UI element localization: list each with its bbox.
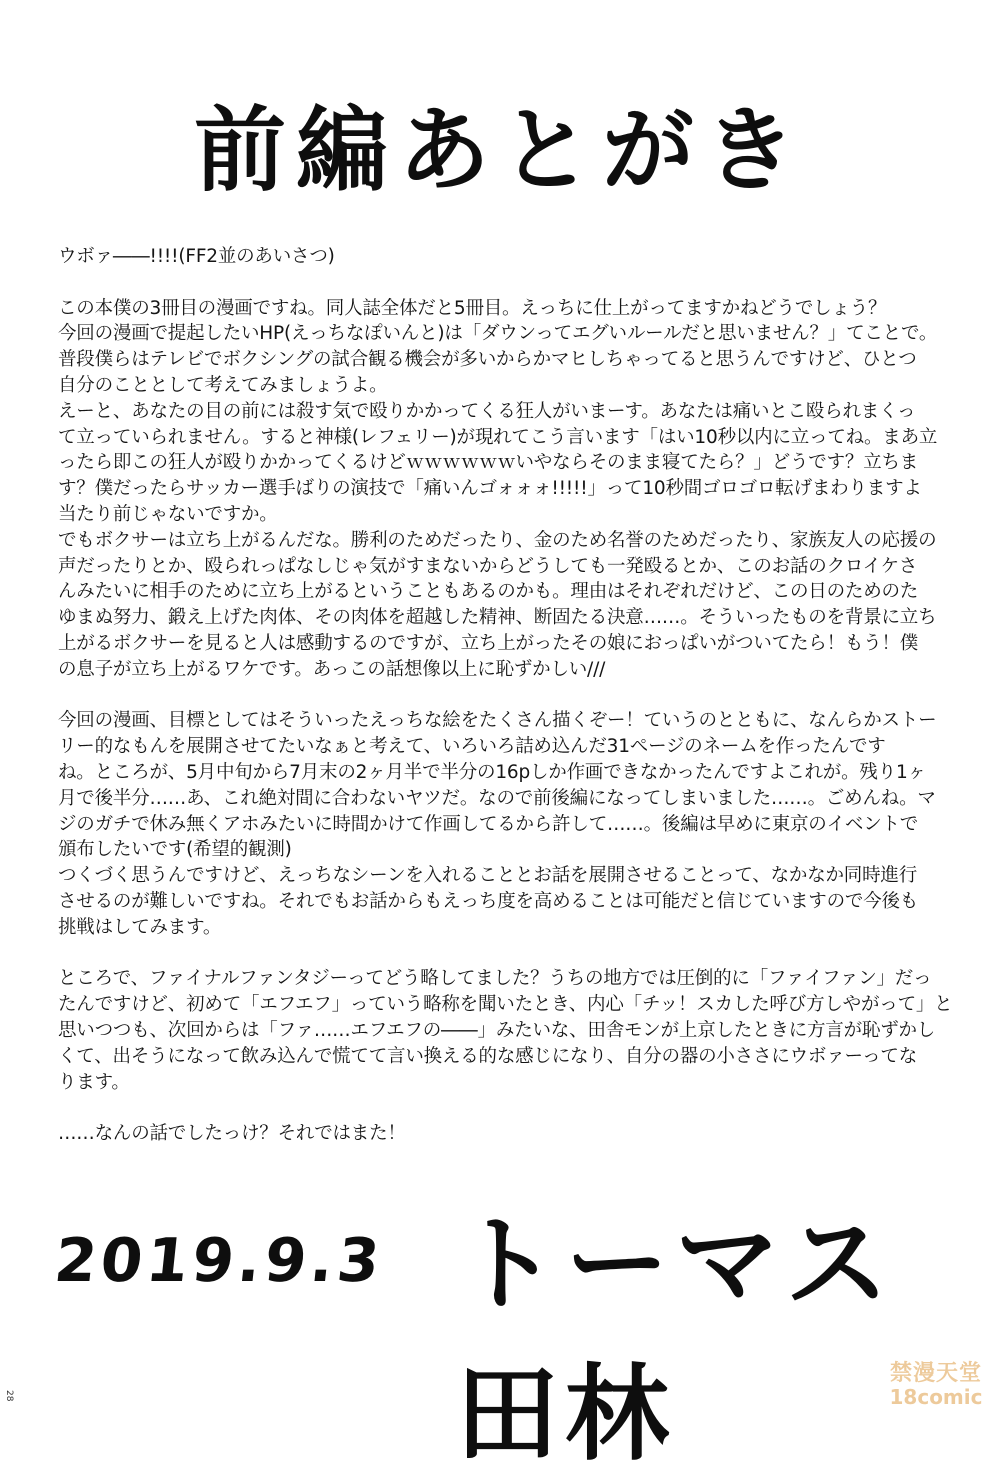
- text-line: 今回の漫画、目標としてはそういったえっちな絵をたくさん描くぞー！ていうのとともに、なんらかストー: [58, 710, 937, 732]
- text-line: ります。: [58, 1071, 130, 1093]
- text-line: 挑戦はしてみます。: [58, 916, 222, 938]
- text-line: 頒布したいです(希望的観測): [58, 839, 292, 861]
- text-line: 月で後半分……あ、これ絶対間に合わないヤツだ。なので前後編になってしまいました……。ごめんね。マ: [58, 787, 936, 809]
- text-line: 今回の漫画で提起したいHP(えっちなぽいんと)は「ダウンってエグいルールだと思いません？」てことで。: [58, 323, 938, 345]
- paragraph-final-fantasy: [58, 966, 958, 1095]
- signature-name: トーマス田林: [455, 1203, 896, 1475]
- text-line: でもボクサーは立ち上がるんだな。勝利のためだったり、金のため名誉のためだったり、家族友人の応援の: [58, 529, 937, 551]
- text-line: つくづく思うんですけど、えっちなシーンを入れることとお話を展開させることって、なかなか同時進行: [58, 865, 917, 887]
- text-line: たんですけど、初めて「エフエフ」っていう略称を聞いたとき、内心「チッ！スカした呼び方しやがって」と: [58, 994, 953, 1016]
- text-line: 声だったりとか、殴られっぱなしじゃ気がすまないからどうしても一発殴るとか、このお話のクロイケさ: [58, 555, 918, 577]
- watermark-logo-text: 禁漫天堂: [889, 1361, 982, 1386]
- text-line: んみたいに相手のために立ち上がるということもあるのかも。理由はそれぞれだけど、この日のためのた: [58, 581, 919, 603]
- paragraph-closing: [58, 1121, 958, 1147]
- afterword-body: [58, 244, 958, 1173]
- text-line: ところで、ファイナルファンタジーってどう略してました？うちの地方では圧倒的に「ファイファン」だっ: [58, 968, 932, 990]
- text-line: 上がるボクサーを見ると人は感動するのですが、立ち上がったその娘におっぱいがついてたら！もう！僕: [58, 632, 919, 654]
- text-line: て立っていられません。すると神様(レフェリー)が現れてこう言います「はい10秒以内に立ってね。まあ立: [58, 426, 938, 448]
- text-line: ったら即この狂人が殴りかかってくるけどｗｗｗｗｗｗいやならそのまま寝てたら？」どうです？立ちま: [58, 452, 919, 474]
- text-line: ジのガチで休み無くアホみたいに時間かけて作画してるから許して……。後編は早めに東京のイベントで: [58, 813, 919, 835]
- text-line: ……なんの話でしたっけ？それではまた！: [58, 1123, 406, 1145]
- signature-date: 2019.9.3: [51, 1226, 387, 1296]
- text-line: 当たり前じゃないですか。: [58, 503, 278, 525]
- text-line: えーと、あなたの目の前には殺す気で殴りかかってくる狂人がいまーす。あなたは痛いとこ殴られまくっ: [58, 400, 916, 422]
- page-title: 前編あとがき: [193, 97, 806, 204]
- paragraph-greeting: [58, 244, 958, 270]
- text-line: ウボァ――!!!!(FF2並のあいさつ): [58, 246, 335, 267]
- text-line: させるのが難しいですね。それでもお話からもえっち度を高めることは可能だと信じていますので今後も: [58, 890, 919, 912]
- text-line: 思いつつも、次回からは「ファ……エフエフの――」みたいな、田舎モンが上京したときに方言が恥ずかし: [58, 1019, 936, 1041]
- page-number: 28: [4, 1390, 14, 1402]
- watermark-site-text: 18comic: [889, 1385, 983, 1409]
- text-line: す？僕だったらサッカー選手ばりの演技で「痛いんゴォォォ!!!!!」って10秒間ゴロゴロ転げまわりますよ: [58, 478, 922, 500]
- text-line: くて、出そうになって飲み込んで慌てて言い換える的な感じになり、自分の器の小ささにウボァーってな: [58, 1045, 917, 1067]
- paragraph-production: [58, 708, 958, 940]
- text-line: の息子が立ち上がるワケです。あっこの話想像以上に恥ずかしい///: [58, 658, 606, 680]
- text-line: この本僕の3冊目の漫画ですね。同人誌全体だと5冊目。えっちに仕上がってますかねどうでしょう？: [58, 297, 887, 319]
- paragraph-boxing: [58, 296, 958, 683]
- site-watermark: [874, 1362, 998, 1410]
- text-line: ゆまぬ努力、鍛え上げた肉体、その肉体を超越した精神、断固たる決意……。そういったものを背景に立ち: [58, 607, 937, 629]
- text-line: リー的なもんを展開させてたいなぁと考えて、いろいろ詰め込んだ31ページのネームを作ったんです: [58, 736, 886, 758]
- text-line: ね。ところが、5月中旬から7月末の2ヶ月半で半分の16pしか作画できなかったんですよこれが。残り1ヶ: [58, 761, 926, 783]
- text-line: 自分のこととして考えてみましょうよ。: [58, 374, 388, 396]
- text-line: 普段僕らはテレビでボクシングの試合観る機会が多いからかマヒしちゃってると思うんですけど、ひとつ: [58, 349, 917, 371]
